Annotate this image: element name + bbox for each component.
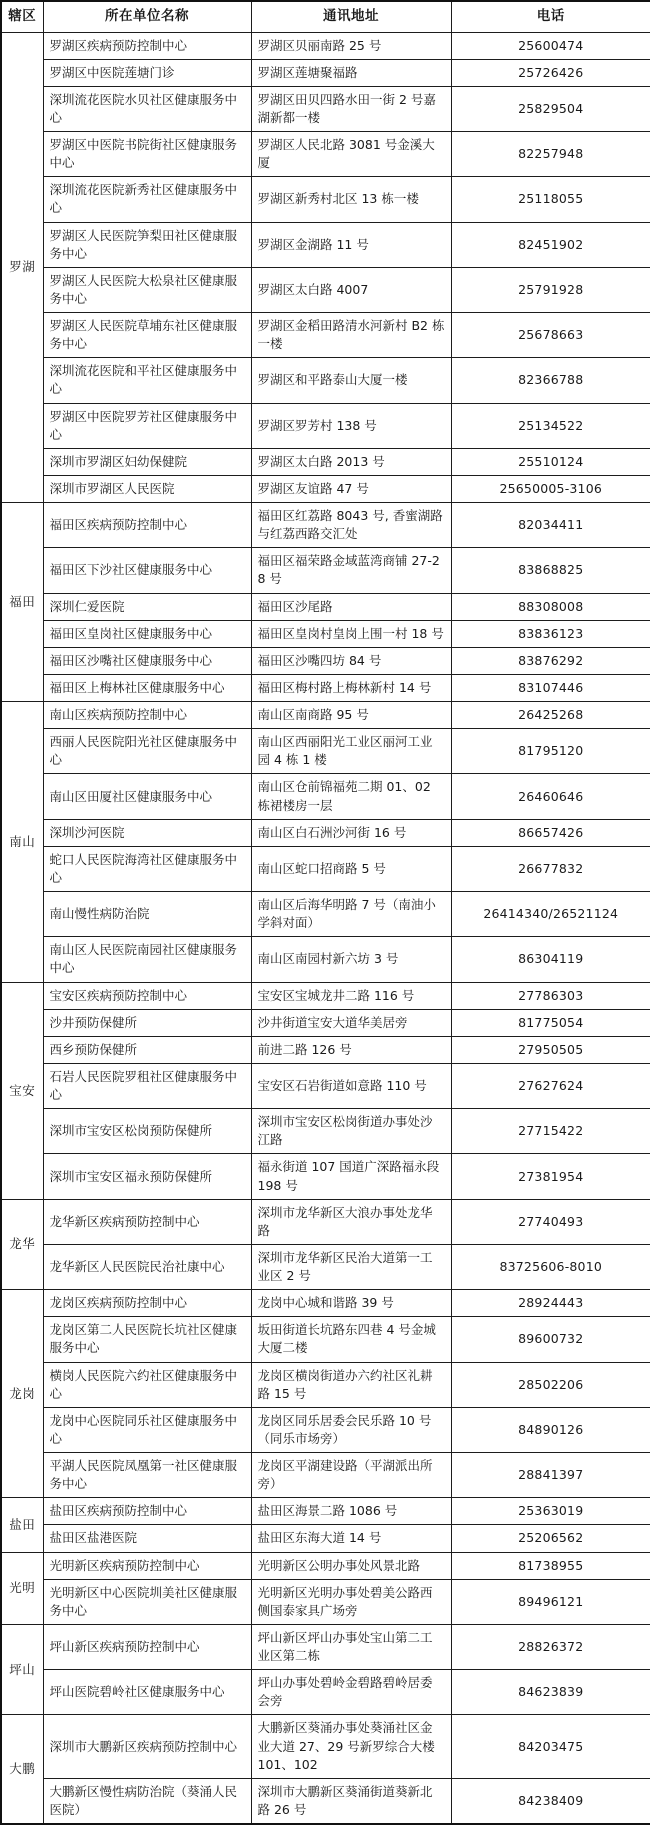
address-cell: 福永街道 107 国道广深路福永段 198 号 [251,1154,451,1199]
unit-name-cell: 西丽人民医院阳光社区健康服务中心 [43,729,251,774]
phone-cell: 83868825 [451,548,650,593]
table-row [1,819,650,846]
table-row [1,647,650,674]
unit-name-cell: 福田区沙嘴社区健康服务中心 [43,647,251,674]
phone-cell: 83725606-8010 [451,1244,650,1289]
phone-cell: 27740493 [451,1199,650,1244]
phone-cell: 27786303 [451,982,650,1009]
address-cell: 深圳市宝安区松岗街道办事处沙江路 [251,1109,451,1154]
phone-cell: 25206562 [451,1525,650,1552]
table-row [1,1579,650,1624]
address-cell: 罗湖区莲塘聚福路 [251,59,451,86]
unit-name-cell: 深圳市罗湖区妇幼保健院 [43,448,251,475]
phone-cell: 25363019 [451,1498,650,1525]
unit-name-cell: 沙井预防保健所 [43,1009,251,1036]
address-cell: 龙岗区平湖建设路（平湖派出所旁） [251,1453,451,1498]
table-row [1,1525,650,1552]
unit-name-cell: 龙华新区人民医院民治社康中心 [43,1244,251,1289]
unit-name-cell: 深圳市大鹏新区疾病预防控制中心 [43,1715,251,1778]
phone-cell: 26425268 [451,702,650,729]
table-row [1,1778,650,1824]
phone-cell: 83107446 [451,674,650,701]
unit-name-cell: 平湖人民医院凤凰第一社区健康服务中心 [43,1453,251,1498]
phone-cell: 82257948 [451,132,650,177]
table-row [1,1498,650,1525]
phone-cell: 28826372 [451,1624,650,1669]
table-row [1,1552,650,1579]
unit-name-cell: 罗湖区中医院罗芳社区健康服务中心 [43,403,251,448]
district-cell: 南山 [1,702,43,983]
table-row [1,1154,650,1199]
phone-cell: 25134522 [451,403,650,448]
district-cell: 大鹏 [1,1715,43,1824]
address-cell: 福田区梅村路上梅林新村 14 号 [251,674,451,701]
address-cell: 福田区皇岗村皇岗上围一村 18 号 [251,620,451,647]
table-row [1,86,650,131]
table-row [1,1290,650,1317]
table-row [1,222,650,267]
address-cell: 龙岗区同乐居委会民乐路 10 号（同乐市场旁） [251,1407,451,1452]
phone-cell: 88308008 [451,593,650,620]
unit-name-cell: 深圳流花医院新秀社区健康服务中心 [43,177,251,222]
unit-name-cell: 深圳沙河医院 [43,819,251,846]
address-cell: 福田区沙嘴四坊 84 号 [251,647,451,674]
address-cell: 坂田街道长坑路东四巷 4 号金城大厦二楼 [251,1317,451,1362]
address-cell: 深圳市龙华新区大浪办事处龙华路 [251,1199,451,1244]
phone-cell: 25650005-3106 [451,475,650,502]
unit-name-cell: 福田区下沙社区健康服务中心 [43,548,251,593]
district-cell: 福田 [1,503,43,702]
address-cell: 罗湖区人民北路 3081 号金溪大厦 [251,132,451,177]
address-cell: 宝安区石岩街道如意路 110 号 [251,1063,451,1108]
unit-name-cell: 坪山医院碧岭社区健康服务中心 [43,1670,251,1715]
table-row [1,982,650,1009]
phone-cell: 86304119 [451,937,650,982]
table-row [1,267,650,312]
address-cell: 南山区蛇口招商路 5 号 [251,846,451,891]
phone-cell: 25510124 [451,448,650,475]
table-row [1,32,650,59]
phone-cell: 25791928 [451,267,650,312]
phone-cell: 27627624 [451,1063,650,1108]
table-row [1,729,650,774]
phone-cell: 84203475 [451,1715,650,1778]
unit-name-cell: 福田区疾病预防控制中心 [43,503,251,548]
table-row [1,1407,650,1452]
phone-cell: 27950505 [451,1036,650,1063]
unit-name-cell: 龙华新区疾病预防控制中心 [43,1199,251,1244]
address-cell: 罗湖区友谊路 47 号 [251,475,451,502]
unit-name-cell: 福田区皇岗社区健康服务中心 [43,620,251,647]
address-cell: 罗湖区金湖路 11 号 [251,222,451,267]
table-row [1,59,650,86]
table-row [1,937,650,982]
address-cell: 南山区西丽阳光工业区丽河工业园 4 栋 1 楼 [251,729,451,774]
phone-cell: 82451902 [451,222,650,267]
phone-cell: 81795120 [451,729,650,774]
table-header [1,1,650,32]
address-cell: 罗湖区金稻田路清水河新村 B2 栋一楼 [251,313,451,358]
table-row [1,1063,650,1108]
phone-cell: 25600474 [451,32,650,59]
address-cell: 深圳市大鹏新区葵涌街道葵新北路 26 号 [251,1778,451,1824]
address-cell: 罗湖区和平路泰山大厦一楼 [251,358,451,403]
address-cell: 福田区沙尾路 [251,593,451,620]
unit-name-cell: 南山慢性病防治院 [43,892,251,937]
unit-name-cell: 深圳流花医院水贝社区健康服务中心 [43,86,251,131]
district-cell: 坪山 [1,1624,43,1715]
phone-cell: 25118055 [451,177,650,222]
district-cell: 宝安 [1,982,43,1199]
table-row [1,1317,650,1362]
phone-cell: 25726426 [451,59,650,86]
unit-name-cell: 罗湖区中医院莲塘门诊 [43,59,251,86]
phone-cell: 27715422 [451,1109,650,1154]
address-cell: 龙岗区横岗街道办六约社区礼耕路 15 号 [251,1362,451,1407]
unit-name-cell: 深圳市宝安区松岗预防保健所 [43,1109,251,1154]
phone-cell: 27381954 [451,1154,650,1199]
address-cell: 南山区白石洲沙河街 16 号 [251,819,451,846]
address-cell: 南山区后海华明路 7 号（南油小学斜对面） [251,892,451,937]
phone-cell: 83836123 [451,620,650,647]
district-cell: 龙岗 [1,1290,43,1498]
unit-name-cell: 蛇口人民医院海湾社区健康服务中心 [43,846,251,891]
address-cell: 坪山新区坪山办事处宝山第二工业区第二栋 [251,1624,451,1669]
address-cell: 南山区南商路 95 号 [251,702,451,729]
phone-cell: 84623839 [451,1670,650,1715]
table-row [1,674,650,701]
address-cell: 龙岗中心城和谐路 39 号 [251,1290,451,1317]
table-body [1,32,650,1824]
address-cell: 罗湖区太白路 4007 [251,267,451,312]
district-cell: 光明 [1,1552,43,1624]
header-row [1,1,650,32]
unit-name-cell: 龙岗区第二人民医院长坑社区健康服务中心 [43,1317,251,1362]
table-row [1,1244,650,1289]
address-cell: 福田区红荔路 8043 号, 香蜜湖路与红荔西路交汇处 [251,503,451,548]
phone-cell: 28924443 [451,1290,650,1317]
phone-cell: 84890126 [451,1407,650,1452]
address-cell: 沙井街道宝安大道华美居旁 [251,1009,451,1036]
address-cell: 光明新区光明办事处碧美公路西侧国泰家具广场旁 [251,1579,451,1624]
phone-cell: 83876292 [451,647,650,674]
address-cell: 前进二路 126 号 [251,1036,451,1063]
column-header-phone: 电话 [451,1,650,32]
table-row [1,313,650,358]
district-cell: 盐田 [1,1498,43,1552]
address-cell: 罗湖区罗芳村 138 号 [251,403,451,448]
district-cell: 罗湖 [1,32,43,503]
unit-name-cell: 光明新区中心医院圳美社区健康服务中心 [43,1579,251,1624]
unit-name-cell: 石岩人民医院罗租社区健康服务中心 [43,1063,251,1108]
table-row [1,132,650,177]
unit-name-cell: 西乡预防保健所 [43,1036,251,1063]
address-cell: 南山区南园村新六坊 3 号 [251,937,451,982]
phone-cell: 82034411 [451,503,650,548]
table-row [1,358,650,403]
table-row [1,548,650,593]
phone-cell: 81775054 [451,1009,650,1036]
table-row [1,1109,650,1154]
unit-name-cell: 罗湖区人民医院大松泉社区健康服务中心 [43,267,251,312]
table-row [1,1036,650,1063]
phone-cell: 25829504 [451,86,650,131]
table-row [1,620,650,647]
phone-cell: 81738955 [451,1552,650,1579]
unit-name-cell: 坪山新区疾病预防控制中心 [43,1624,251,1669]
address-cell: 深圳市龙华新区民治大道第一工业区 2 号 [251,1244,451,1289]
table-row [1,1715,650,1778]
table-row [1,702,650,729]
column-header-address: 通讯地址 [251,1,451,32]
unit-name-cell: 福田区上梅林社区健康服务中心 [43,674,251,701]
address-cell: 盐田区海景二路 1086 号 [251,1498,451,1525]
column-header-unit: 所在单位名称 [43,1,251,32]
address-cell: 大鹏新区葵涌办事处葵涌社区金业大道 27、29 号新罗综合大楼 101、102 [251,1715,451,1778]
unit-name-cell: 盐田区疾病预防控制中心 [43,1498,251,1525]
unit-name-cell: 南山区人民医院南园社区健康服务中心 [43,937,251,982]
unit-name-cell: 盐田区盐港医院 [43,1525,251,1552]
table-row [1,177,650,222]
phone-cell: 28502206 [451,1362,650,1407]
table-row [1,774,650,819]
table-row [1,1453,650,1498]
address-cell: 宝安区宝城龙井二路 116 号 [251,982,451,1009]
unit-name-cell: 宝安区疾病预防控制中心 [43,982,251,1009]
table-row [1,1670,650,1715]
table-row [1,593,650,620]
unit-name-cell: 南山区田厦社区健康服务中心 [43,774,251,819]
district-cell: 龙华 [1,1199,43,1290]
unit-name-cell: 光明新区疾病预防控制中心 [43,1552,251,1579]
address-cell: 南山区仓前锦福苑二期 01、02 栋裙楼房一层 [251,774,451,819]
phone-cell: 26677832 [451,846,650,891]
address-cell: 盐田区东海大道 14 号 [251,1525,451,1552]
address-cell: 罗湖区贝丽南路 25 号 [251,32,451,59]
unit-name-cell: 罗湖区人民医院草埔东社区健康服务中心 [43,313,251,358]
unit-name-cell: 深圳市宝安区福永预防保健所 [43,1154,251,1199]
table-row [1,1362,650,1407]
address-cell: 光明新区公明办事处风景北路 [251,1552,451,1579]
unit-name-cell: 罗湖区中医院书院街社区健康服务中心 [43,132,251,177]
table-row [1,475,650,502]
address-cell: 坪山办事处碧岭金碧路碧岭居委会旁 [251,1670,451,1715]
phone-cell: 89600732 [451,1317,650,1362]
unit-name-cell: 大鹏新区慢性病防治院（葵涌人民医院） [43,1778,251,1824]
table-row [1,503,650,548]
table-row [1,1624,650,1669]
unit-name-cell: 深圳市罗湖区人民医院 [43,475,251,502]
unit-name-cell: 罗湖区人民医院笋梨田社区健康服务中心 [43,222,251,267]
table-row [1,403,650,448]
address-cell: 罗湖区田贝四路水田一街 2 号嘉湖新都一楼 [251,86,451,131]
phone-cell: 86657426 [451,819,650,846]
phone-cell: 26414340/26521124 [451,892,650,937]
phone-cell: 84238409 [451,1778,650,1824]
phone-cell: 26460646 [451,774,650,819]
phone-cell: 89496121 [451,1579,650,1624]
address-cell: 福田区福荣路金域蓝湾商铺 27-28 号 [251,548,451,593]
unit-name-cell: 南山区疾病预防控制中心 [43,702,251,729]
table-row [1,892,650,937]
table-row [1,1199,650,1244]
unit-name-cell: 深圳流花医院和平社区健康服务中心 [43,358,251,403]
phone-cell: 25678663 [451,313,650,358]
table-row [1,448,650,475]
address-cell: 罗湖区新秀村北区 13 栋一楼 [251,177,451,222]
unit-name-cell: 龙岗区疾病预防控制中心 [43,1290,251,1317]
unit-name-cell: 深圳仁爱医院 [43,593,251,620]
table-row [1,1009,650,1036]
phone-cell: 28841397 [451,1453,650,1498]
unit-name-cell: 罗湖区疾病预防控制中心 [43,32,251,59]
table-row [1,846,650,891]
phone-cell: 82366788 [451,358,650,403]
address-cell: 罗湖区太白路 2013 号 [251,448,451,475]
unit-name-cell: 龙岗中心医院同乐社区健康服务中心 [43,1407,251,1452]
column-header-district: 辖区 [1,1,43,32]
unit-name-cell: 横岗人民医院六约社区健康服务中心 [43,1362,251,1407]
